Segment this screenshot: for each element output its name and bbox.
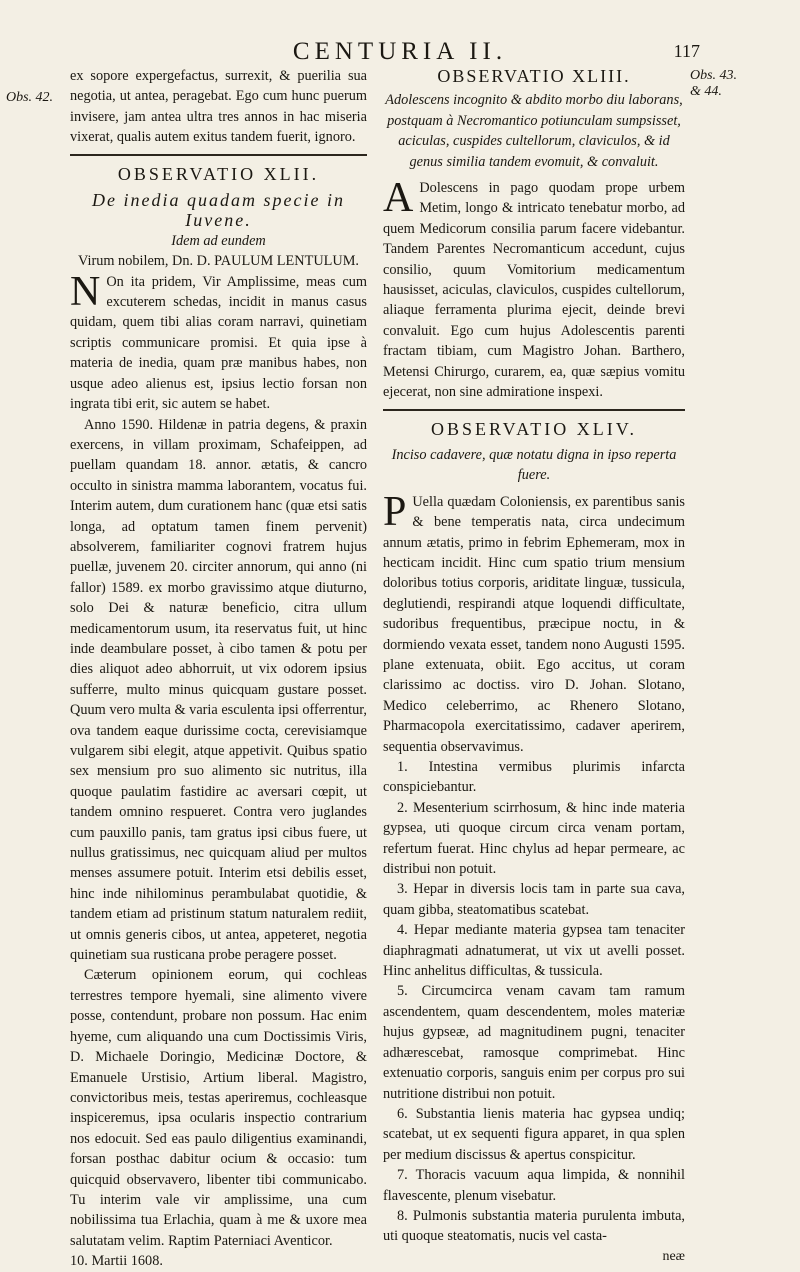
continuation-text: ex sopore expergefactus, surrexit, & puerilia sua negotia, ut antea, peragebat. Ego cum hunc puerum invisere, jam antea ultra tres annos in hac miseria vixerat, qualis autem exitus tandem fuerit, ignoro. [70, 68, 367, 146]
obs42-paragraph-1 [70, 268, 367, 415]
drop-cap: N [70, 268, 101, 315]
obs42-addressee-line1: Idem ad eundem [171, 232, 266, 249]
left-column [70, 66, 367, 1272]
obs43-paragraph [383, 175, 685, 402]
right-column [383, 66, 685, 1267]
obs44-title: Inciso cadavere, quæ notatu digna in ipso reperta fuere. [391, 446, 677, 484]
section-rule [383, 409, 685, 411]
obs43-paragraph-text: Dolescens in pago quodam prope urbem Metim, longo & intricato tenebatur morbo, ad quem Medicorum consilia parum facere videbantur. Tandem Parentes Necromanticum accedunt, cujus consilio, quum Vomitorium medicamentum hausisset, aciculas, claviculos, cuspides cultellorum, aliaque ferramenta plurima ejecit, deinde brevi convaluit. Ego cum hujus Adolescentis parenti fractam tibiam, cum Magistro Johan. Barthero, Metensi Chirurgo, curarem, ea, quæ sæpius vomitu ejecerat, non sine admiratione inspexi. [383, 180, 685, 401]
obs44-paragraph [383, 488, 685, 757]
finding-item: 7. Thoracis vacuum aqua limpida, & nonnihil flavescente, plenum visebatur. [383, 1167, 685, 1204]
obs42-closing-date: 10. Martii 1608. [70, 1253, 163, 1270]
page-header [0, 38, 800, 68]
obs43-title: Adolescens incognito & abdito morbo diu laborans, postquam à Necromantico potiunculam sumpsisset, aciculas, cuspides cultellorum, claviculos, & id genus similia tandem evomuit, & convaluit. [385, 92, 683, 170]
margin-note-left: Obs. 42. [6, 90, 54, 105]
running-title: CENTURIA II. [292, 38, 508, 65]
finding-item: 3. Hepar in diversis locis tam in parte sua cava, quam gibba, steatomatibus scatebat. [383, 881, 685, 918]
autopsy-findings [383, 757, 685, 1247]
obs42-title: De inedia quadam specie in Iuvene. [92, 190, 345, 231]
margin-note-right: Obs. 43. & 44. [690, 68, 738, 99]
obs42-addressee-line2: Virum nobilem, Dn. D. PAULUM LENTULUM. [78, 253, 359, 270]
obs42-paragraph-3: Cæterum opinionem eorum, qui cochleas terrestres tempore hyemali, sine alimento vivere posse, contendunt, probare non possum. Hac enim hyeme, cum aliquando una cum Doctissimis Viris, D. Michaele Doringio, Medicinæ Doctore, & Emanuele Urstisio, Artium liberal. Magistro, convictoribus meis, testas aperiremus, cochleasque inspiceremus, ipsa ocularis inspectio contrarium nos edocuit. Sed eas paulo diligentius examinandi, forsan posthac dabitur ocium & occasio: tum quicquid observavero, libenter tibi communicabo. Tu interim vale vir amplissime, una cum nobilissima tua Erlachia, quam à me & uxore mea salutatam velim. Raptim Paterniaci Aventicor. [70, 967, 367, 1249]
finding-item: 4. Hepar mediante materia gypsea tam tenaciter diaphragmati adnatumerat, ut vix ut avelli posset. Hinc anhelitus difficultas, & tussicula. [383, 922, 685, 980]
catchword: neæ [662, 1248, 685, 1264]
finding-item: 6. Substantia lienis materia hac gypsea undiq; scatebat, ut ex sequenti figura apparet, in qua splen per medium discissus & apertus conspicitur. [383, 1105, 685, 1163]
obs42-paragraph-2: Anno 1590. Hildenæ in patria degens, & praxin exercens, in villam proximam, Schafeippen, ad puellam quandam 18. annor. ætatis, & cancro occulto in sinistra mamma laborantem, vocatus fui. Interim autem, dum curationem hanc (quæ etsi satis longa, ad optatum tamen finem pervenit) absolverem, familiariter cognovi fratrem hujus puellæ, juvenem 20. circiter annorum, qui anno (ni fallor) 1589. ex morbo gravissimo atque diuturno, solo Dei & naturæ beneficio, citra ullum medicamentorum usum, ita reservatus fuit, ut hinc inde deambulare posset, à cibo tamen & potu per dies aliquot adeo abhorruit, ut vix odorem ipsius sufferre, multo minus quicquam gustare posset. Quum vero multa & varia esculenta ipsi offerrentur, ova tandem eaque durissime cocta, cerevisiamque vulgarem sibi elegit, atque appetivit. Quibus spatio sex mensium pro suo alimento sic nutritus, illa quoque paulatim fastidire ac aversari cœpit, ut tandem omnino respueret. Contra vero juglandes cum pauxillo panis, tam gratus ipsi cibus fuere, ut nullus gratissimus, nec quicquam aliud per multos menses assumere potuit. Interim etsi debilis esset, hinc inde nihilominus perambulabat quotidie, & tandem etiam ad pristinum statum naturalem rediit, ut omnis generis cibos, ut antea, appeteret, negotia quinetiam sua rusticana probe peragere posset. [70, 416, 367, 964]
section-rule [70, 154, 367, 156]
drop-cap: P [383, 488, 407, 535]
obs42-paragraph-1-text: On ita pridem, Vir Amplissime, meas cum excuterem schedas, incidit in manus casus quidam, quem tibi alias coram narravi, quinetiam scriptis communicare promisi. Et quia ipse à materia de inedia, quam præ manibus habes, non usque adeo alienus est, ipsius lectio forsan non ingrata tibi erit, sic autem se habet. [70, 273, 367, 413]
drop-cap: A [383, 175, 414, 222]
obs44-heading: OBSERVATIO XLIV. [431, 418, 637, 439]
page-number: 117 [673, 41, 700, 61]
obs44-paragraph-text: Uella quædam Coloniensis, ex parentibus sanis & bene temperatis nata, circa undecimum annum ætatis, primo in febrim Ephemeram, mox in hecticam incidit. Hinc cum spatio trium mensium doloribus totius corporis, ariditate linguæ, tussicula, deglutiendi, respirandi atque loquendi difficultate, sudoribus frequentibus, præcipue noctu, in & dormiendo vexata esset, tandem nono Augusti 1595. plane extenuata, obiit. Ego accitus, ut coram clarissimo ac doctiss. viro D. Johan. Slotano, Medico celeberrimo, ac Rhenero Slotano, Pharmacopola exercitatissimo, cadaver aperirem, sequentia observavimus. [383, 493, 685, 755]
finding-item: 8. Pulmonis substantia materia purulenta imbuta, uti quoque steatomatis, nucis vel casta- [383, 1207, 685, 1245]
obs43-heading: OBSERVATIO XLIII. [437, 66, 631, 86]
finding-item: 2. Mesenterium scirrhosum, & hinc inde materia gypsea, uti quoque circum circa venam portam, refertum fuerat. Hinc chylus ad hepar permeare, ac distribui non potuit. [383, 799, 685, 878]
obs42-heading: OBSERVATIO XLII. [117, 163, 320, 184]
finding-item: 5. Circumcirca venam cavam tam ramum ascendentem, quam descendentem, moles materiæ hujus gypseæ, ad magnitudinem pugni, tenaciter adhærescebat, ramosque comprimebat. Hinc extenuatio corporis, sanguis enim per corpus pro sui nutritione distribui non potuit. [383, 983, 685, 1102]
finding-item: 1. Intestina vermibus plurimis infarcta conspiciebantur. [383, 759, 685, 796]
